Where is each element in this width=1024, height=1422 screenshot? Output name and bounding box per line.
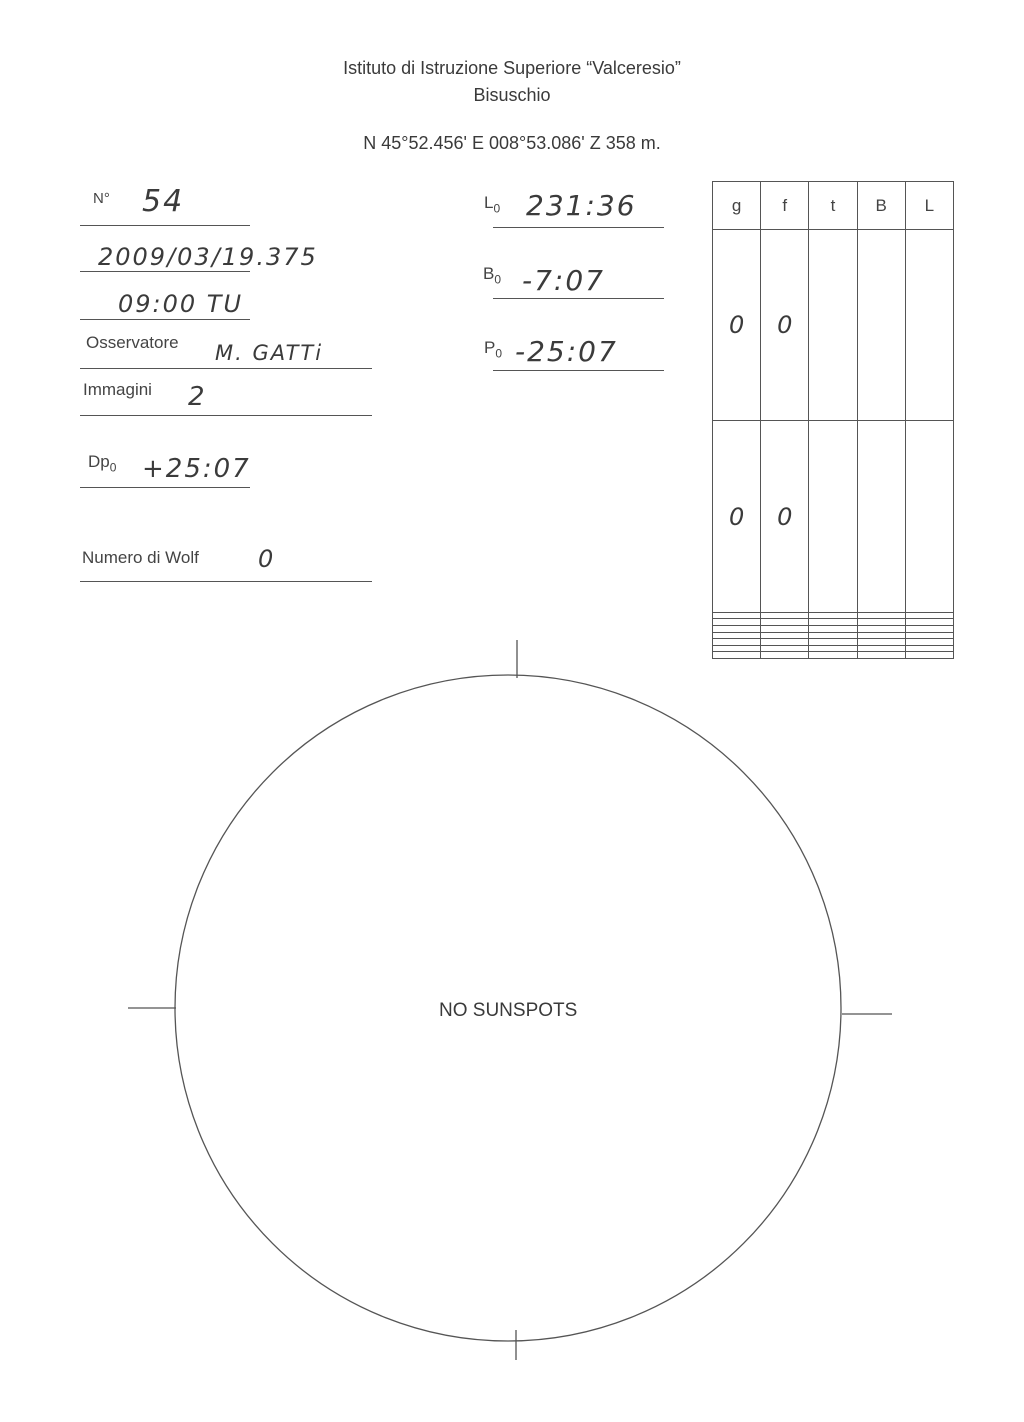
table-header-cell: B [857, 182, 905, 230]
table-header-cell: L [905, 182, 953, 230]
institute-name: Istituto di Istruzione Superiore “Valceresio” [343, 58, 681, 78]
observer-value: M. GATTi [215, 341, 324, 365]
b0-label: $B_0$ [483, 264, 502, 287]
l0-value: 231:36 [526, 189, 637, 222]
p0-value: -25:07 [515, 335, 618, 368]
time-value: 09:00 TU [118, 290, 244, 318]
images-label: Immagini [83, 380, 152, 399]
date-value: 2009/03/19.375 [98, 243, 318, 271]
observatory-coordinates: N 45°52.456' E 008°53.086' Z 358 m. [363, 133, 661, 153]
dp0-value: +25:07 [142, 454, 251, 484]
p0-label: $P_0$ [484, 338, 503, 361]
table-header-cell: g [713, 182, 761, 230]
wolf-number-value: 0 [258, 545, 276, 573]
number-value: 54 [142, 184, 185, 219]
l0-label: $L_0$ [484, 193, 501, 216]
table-header-cell: f [761, 182, 809, 230]
table-cell: 0 [713, 230, 761, 421]
observer-label: Osservatore [86, 333, 179, 352]
table-header-cell: t [809, 182, 857, 230]
dp0-label: $Dp_0$ [88, 452, 117, 475]
images-value: 2 [188, 382, 207, 412]
number-label: N° [93, 190, 110, 207]
b0-value: -7:07 [522, 264, 605, 297]
table-cell: 0 [761, 421, 809, 612]
town-name: Bisuschio [473, 85, 551, 105]
wolf-number-label: Numero di Wolf [82, 548, 199, 567]
table-cell: 0 [713, 421, 761, 612]
no-sunspots-note: NO SUNSPOTS [439, 1000, 578, 1021]
table-cell: 0 [761, 230, 809, 421]
